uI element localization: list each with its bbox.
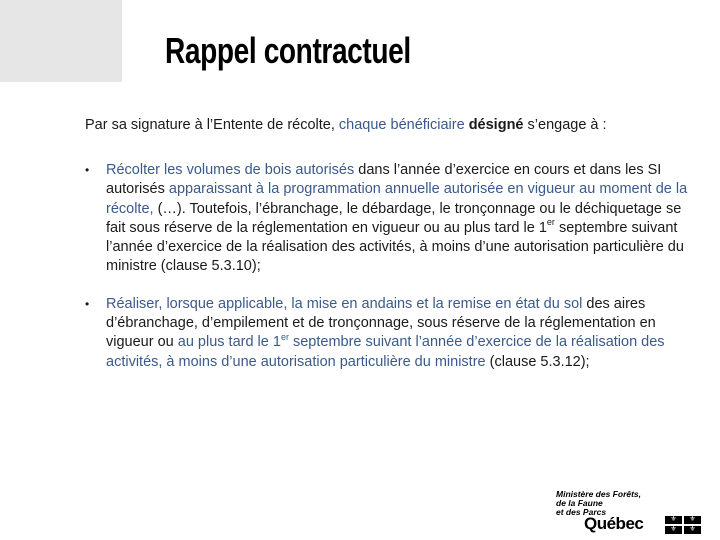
- intro-text-3: désigné: [464, 117, 524, 133]
- bullet-text: (clause 5.3.12);: [485, 353, 590, 370]
- bullet-icon: •: [85, 163, 90, 177]
- fleur-de-lis-icon: ⚜ ⚜ ⚜ ⚜: [664, 515, 702, 533]
- obligations-list: [85, 161, 695, 390]
- bullet-text: Réaliser, lorsque applicable, la mise en andains et la remise en état du sol: [106, 295, 583, 312]
- bullet-text: (…). Toutefois, l’ébranchage, le débardage, le tronçonnage ou le déchiquetage se fait sous réserve de la réglementation en vigueur ou au plus tard le 1: [106, 200, 682, 236]
- logo-line-1: Ministère des Forêts,: [556, 489, 642, 499]
- ministry-logo: [556, 490, 706, 536]
- list-item: [85, 161, 695, 277]
- bullet-text: apparaissant à la programmation annuelle autorisée en vigueur au moment de la récolte,: [106, 181, 688, 217]
- bullet-text: septembre suivant l’année d’exercice de la réalisation des activités, à moins d’une autorisation particulière du ministre (clause 5.3.10);: [106, 219, 684, 275]
- quebec-wordmark: Québec: [584, 514, 644, 533]
- bullet-icon: •: [85, 296, 90, 311]
- superscript: er: [546, 217, 555, 228]
- bullet-text: dans l’année d’exercice en cours et dans les SI autorisés: [106, 162, 662, 198]
- bullet-text: au plus tard le 1: [177, 334, 281, 351]
- intro-text-4: s’engage à :: [523, 117, 607, 133]
- intro-text-1: Par sa signature à l’Entente de récolte,: [85, 117, 339, 133]
- logo-line-2: de la Faune: [556, 498, 603, 508]
- bullet-text: Récolter les volumes de bois autorisés: [106, 162, 355, 178]
- bullet-text: septembre suivant l’année d’exercice de la réalisation des activités, à moins d’une autorisation particulière du ministre: [106, 334, 665, 370]
- intro-paragraph: [85, 116, 685, 134]
- page-title: Rappel contractuel: [165, 30, 411, 71]
- left-gray-strip: [0, 0, 60, 540]
- superscript: er: [280, 331, 289, 342]
- logo-line-3: et des Parcs: [556, 507, 607, 517]
- list-item: [85, 295, 695, 372]
- bullet-text: des aires d’ébranchage, d’empilement et de tronçonnage, sous réserve de la réglementation en vigueur ou: [106, 295, 656, 351]
- intro-text-2: chaque bénéficiaire: [338, 117, 465, 133]
